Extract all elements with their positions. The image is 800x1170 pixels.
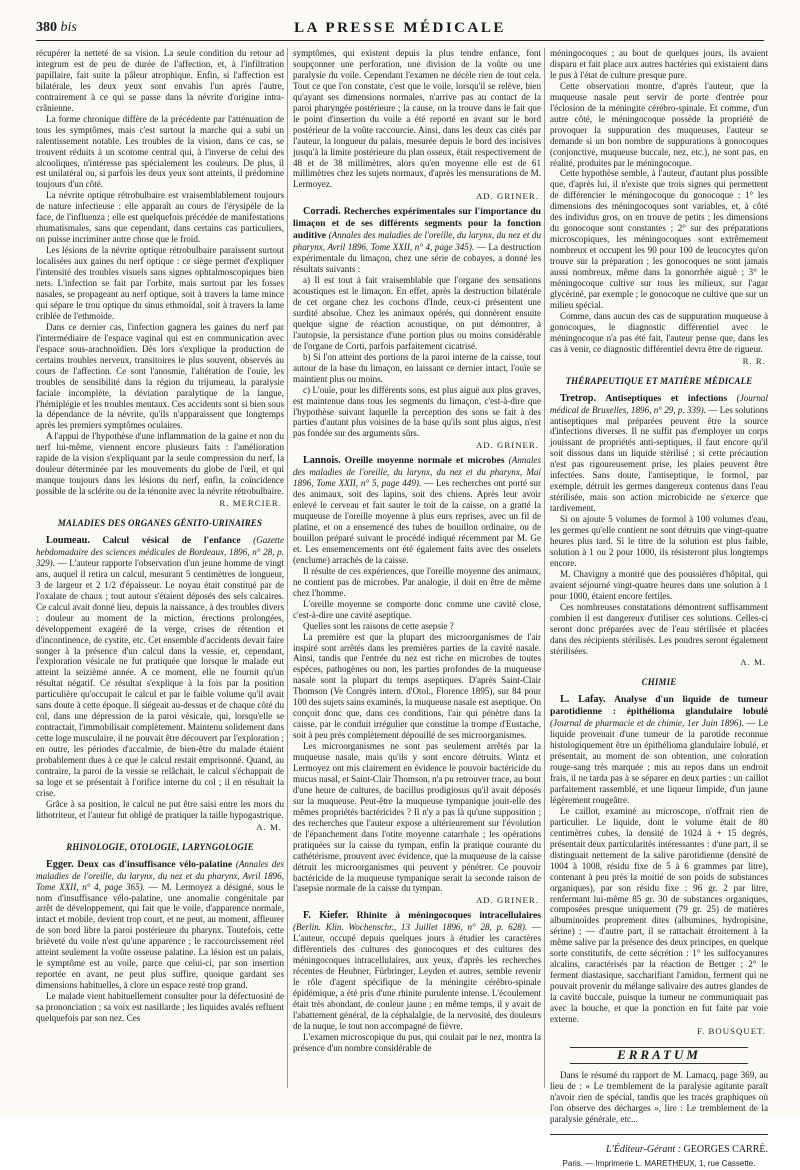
paragraph: Cette observation montre, d'après l'auteur, que la muqueuse nasale peut servir de porte d'entrée pour l'éclosion de la méningite cérébro-spinale. Et comme, d'un autre côté, le méningocoque possède la propriété de provoquer la suppuration des muqueuses, l'auteur se demande si un bon nombre de suppurations à gonocoques (conjonctive, muqueuse buccale, nez, etc.), ne sont pas, en réalité, produites par le méningocoque. xyxy=(550,80,768,168)
paragraph: Quelles sont les raisons de cette asepsie ? xyxy=(303,620,454,631)
paragraph: Le malade vient habituellement consulter pour la défectuosité de sa prononciation ; sa voix est nasillarde ; les liquides avalés refluent quelquefois par son nez. Ces xyxy=(36,991,284,1024)
article-author: Lannois. xyxy=(303,455,341,467)
section-heading: THÉRAPEUTIQUE ET MATIÈRE MÉDICALE xyxy=(565,375,753,386)
paragraph: Il résulte de ces expériences, que l'oreille moyenne des animaux, ne contient pas de microbes. Par analogie, il doit en être de même chez l'homme. xyxy=(293,565,541,598)
article-title: Recherches expérimentales sur l'importance du limaçon et de ses différents segments pour la fonction auditive xyxy=(293,206,541,242)
article xyxy=(550,393,768,514)
article xyxy=(293,206,541,275)
page-number: 380 bis xyxy=(36,20,77,35)
signature: A. M. xyxy=(740,657,766,668)
section-heading: RHINOLOGIE, OTOLOGIE, LARYNGOLOGIE xyxy=(66,841,254,852)
article-title: Calcul vésical de l'enfance xyxy=(102,534,241,546)
column-divider xyxy=(287,48,288,1088)
journal-title: LA PRESSE MÉDICALE xyxy=(294,20,506,36)
paragraph: La forme chronique diffère de la précédente par l'atténuation de tous les symptômes, mais c'est surtout la marche qui a subi un ralentissement notable. Les troubles de la vision, dans ce cas, se trouvent réduits à un scotome central qui, à l'inverse de celui des alcooliques, n'intéresse pas spécialement les couleurs. De plus, il est unilatéral ou, si parfois les deux yeux sont atteints, il prédomine toujours d'un côté. xyxy=(36,113,284,190)
column-1 xyxy=(36,48,284,1108)
article-title: Antiseptiques et infections xyxy=(605,392,728,404)
article-reference: (Annales des maladies de l'oreille, du larynx, du nez et du pharynx, Avril 1896. Tome XXII, n° 4, page 345). xyxy=(293,230,541,253)
paragraph: méningocoques ; au bout de quelques jours, ils avaient disparu et fait place aux autres bactéries qui existaient dans le pus à l'état de culture presque pure. xyxy=(550,48,768,80)
article-title: Analyse d'un liquide de tumeur parotidienne : épithélioma glandulaire lobulé xyxy=(550,694,768,718)
article-title: Rhinite à méningocoques intracellulaires xyxy=(356,910,541,922)
publisher-credit: L'Éditeur-Gérant : GEORGES CARRÉ. xyxy=(606,1143,768,1155)
article-text: — Les solutions antiseptiques mal préparées peuvent être la source d'infections diverses. Il ne suffit pas d'employer un corps jouissant de propriétés anti-septiques, il faut encore qu'il soit dissous dans un liquide stérilisé ; si cette précaution n'est pas rigoureusement prise, les plaies peuvent être infectées. Sans doute, l'antiseptique, le formol, par exemple, détruit les germes dangereux contenus dans l'eau stérilisée, mais son action microbicide ne s'exerce que tardivement. xyxy=(550,404,768,514)
article-reference: (Journal de pharmacie et de chimie, 1er Juin 1896). xyxy=(550,718,744,729)
article-text: — L'auteur rapporte l'observation d'un jeune homme de vingt ans, auquel il retira un calcul, mesurant 5 centimètres de longueur, 3 de largeur et 2 1/2 d'épaisseur. Le noyau était constitué par de l'oxalate de chaux ; tout autour s'étaient déposés des sels calcaires. Ce calcul avait donné lieu, depuis la naissance, à des troubles divers : douleur au moment de la miction, érections prolongées, développement exagéré de la verge, crises de rétention et d'incontinence, de cystite, etc. Cet ensemble d'accidents devait faire songer à la présence d'un calcul dans la vessie, et, cependant, l'exploration vésicale ne fut pratiquée que lorsque le malade eut atteint la seizième année. A ce moment, elle ne fournit qu'un résultat négatif. Ce résultat s'explique à la fois par la position particulière qu'occupait le calcul et par le faible volume qu'il avait sans doute à cette époque. Il siégeait au-dessus et de chaque côté du col, dans une dépression de la paroi vésicale, qui, lorsqu'elle se contractait, l'immobilisait complètement. Maintenu solidement dans cette loge musculaire, il ne pouvait être découvert par l'exploration ; en outre, les périodes d'accalmie, de bien-être du malade étaient probablement dues à ce que le calcul restait emprisonné. Quand, au contraire, la paroi de la vessie se relâchait, le calcul s'échappait de sa loge et se présentait à l'orifice interne du col ; il en résultait la crise. xyxy=(36,557,284,798)
article-text: — M. Lermoyez a désigné, sous le nom d'insuffisance vélo-palatine, une anomalie congénitale par arrêt de développement, qui fait que le voile, d'apparence normale, intact et mobile, devient trop court, et ne peut, au moment, affleurer de son bord libre la paroi postérieure du pharynx. Toutefois, cette brièveté du voile n'est qu'une apparence ; le raccourcissement réel atteint seulement la voûte osseuse palatine. La lésion est un palais, le symptôme est au voile, parce que celui-ci, par son insertion reportée en avant, ne peut plus suffire, quoique gardant ses dimensions habituelles, à clore un espace resté trop grand. xyxy=(36,881,284,991)
page-header xyxy=(36,18,764,41)
divider xyxy=(550,1134,768,1135)
article-title: Oreille moyenne normale et microbes xyxy=(344,455,505,467)
paragraph: Cette hypothèse semble, à l'auteur, d'autant plus possible que, d'après lui, il n'existe que trois signes qui permettent de différencier le méningocoque du gonocoque : 1° les dimensions des méningocoques sont variables, et, à côté des individus gros, on en trouve de petits ; les dimensions du gonocoque sont constantes ; 2° sur des préparations microscopiques, les méningocoques sont extrêmement nombreux et occupent les 90 pour 100 de leucocytes qu'on trouve sur la préparation ; les gonocoques ne sont jamais aussi nombreux, même dans la gonorrhée aiguë ; 3° le méningocoque cultive sur tous les milieux, sur l'agar glycériné, par exemple ; le gonocoque ne cultive que sur un milieu spécial. xyxy=(550,168,768,310)
paragraph: Comme, dans aucun des cas de suppuration muqueuse à gonocoques, le diagnostic différentiel avec le méningocoque n'a pas été fait, l'auteur pense que, dans les cas à venir, ce diagnostic différentiel devra être de rigueur. xyxy=(550,310,768,354)
signature: AD. GRINER. xyxy=(475,191,539,202)
article-text: — Les recherches ont porté sur des animaux, soit des lapins, soit des chiens. Après leur avoir enlevé le cerveau et fait sauter le toit de la caisse, on a gratté la muqueuse de l'oreille moyenne à plus eurs reprises, avec un fil de platine, et on a ensemencé des tubes de bouillon ordinaire, ou de bouillon préparé suivant le procédé indiqué récemment par M. Ge et. Les ensemencements ont été également faits avec des osselets (enclume) arrachés de la caisse. xyxy=(293,478,541,565)
paragraph: La névrite optique rétrobulbaire est vraisemblablement toujours de nature infectieuse : elle apparaît au cours de l'érysipèle de la face, de l'influenza ; elle est quelquefois précédée de manifestations rhumatismales, sans que cependant, dans certains cas particuliers, on puisse incriminer autre chose que le froid. xyxy=(36,190,284,245)
paragraph: b) Si l'on atteint des portions de la paroi interne de la caisse, tout autour de la base du limaçon, en laissant ce dernier intact, l'ouïe se maintient plus ou moins. xyxy=(293,351,541,384)
article xyxy=(36,859,284,991)
signature: AD. GRINER. xyxy=(475,440,539,451)
paragraph: a) Il est tout à fait vraisemblable que l'organe des sensations acoustiques est le limaçon. En effet, après la destruction bilatérale de cet organe chez les cochons d'Inde, ceux-ci présentent une surdité absolue. Chez les animaux opérés, qui donnèrent ensuite quelque signe de réaction acoustique, on put démontrer, à l'autopsie, la persistance d'une portion plus ou moins considérable de l'organe de Corti, parfois parfaitement cicatrisé. xyxy=(293,275,541,351)
article-author: Egger. xyxy=(46,858,74,870)
article-text: — L'auteur, occupé depuis quelques jours à étudier les caractères différentiels des cultures des gonocoques et des cultures des méningocoques intracellulaires, aux yeux, d'après les recherches récentes de Heubner, Fürbringer, Leyden et autres, semble revenir le rôle d'agent spécifique de la méningite cérébro-spinale épidémique, a été pris d'une rhinite purulente intense. L'écoulement était très abondant, de couleur jaune ; en même temps, il y avait de l'abattement général, de la céphalalgie, de la nervosité, des douleurs de la nuque, le tout non accompagné de fièvre. xyxy=(293,922,541,1031)
article-author: Tretrop. xyxy=(560,392,596,404)
erratum-text: Dans le résumé du rapport de M. Lamacq, page 369, au lieu de : « Le tremblement de la paralysie agitante paraît n'avoir rien de spécial, tandis que les tracés graphiques où l'on observe des décharges », lire : Le tremblement de la paralysie générale, etc... xyxy=(550,1069,768,1124)
column-3 xyxy=(550,48,768,1168)
paragraph: Les lésions de la névrite optique rétrobulbaire paraissent surtout localisées aux gaines du nerf optique : ce siège permet d'expliquer l'intensité des troubles visuels sans signes ophtalmoscopiques bien nets. L'infection se fait par l'orbite, mais surtout par les fosses nasales, se propageant au nerf optique, soit à travers la lame mince qui sépare le trou optique du sinus ethmoïdal, soit à travers la lame criblée de l'ethmoïde. xyxy=(36,245,284,321)
article-text: — Le liquide provenait d'une tumeur de la parotide reconnue histologiquement être un épithélioma glandulaire lobulé, et présentait, au moment de son obtention, une coloration rouge-sang très marquée ; mis au repos dans un endroit frais, il ne tarda pas à se séparer en deux parties : un caillot parfaitement rassemblé, et une liqueur limpide, d'un jaune légèrement rougeâtre. xyxy=(550,718,768,805)
printer-imprint: Paris. — Imprimerie L. MARETHEUX, 1, rue Cassette. xyxy=(562,1158,756,1168)
article xyxy=(293,910,541,1031)
paragraph: Ces nombreuses constatations démontrent suffisamment combien il est dangereux d'utiliser ces solutions. Celles-ci seront donc préparées avec de l'eau stérilisée et placées dans des récipients stérilisés. Les poudres seront également stérilisées. xyxy=(550,601,768,656)
paragraph: La première est que la plupart des microorganismes de l'air inspiré sont arrêtés dans les premières parties de la cavité nasale. Ainsi, tandis que l'entrée du nez est riche en microbes de toutes espèces, pathogènes ou non, les parties profondes de la muqueuse nasale sont la plupart du temps aseptiques. D'après Saint-Clair Thomson (Ve Congrès intern. d'Otol., Florence 1895), sur 84 pour 100 des sujets sains examinés, la muqueuse nasale est aseptique. On conçoit donc que, dans ces conditions, l'air qui pénètre dans la caisse, par le conduit irrégulier que constitue la trompe d'Eustache, soit à peu près complètement dépouillé de ses microorganismes. xyxy=(293,631,542,741)
article-author: F. Kiefer. xyxy=(303,910,349,922)
paragraph: Si on ajoute 5 volumes de formol à 100 volumes d'eau, les germes qu'elle contient ne sont détruits que vingt-quatre heures plus tard. Si le titre de la solution est plus faible, solution à 1 ou 2 pour 1000, ils résisteront plus longtemps encore. xyxy=(550,514,768,568)
paragraph: symptômes, qui existent depuis la plus tendre enfance, font soupçonner une perforation, une division de la voûte ou une paralysie du voile. Cependant l'examen ne décèle rien de tout cela. Tout ce que l'on constate, c'est que le voile, lorsqu'il se relève, bien qu'ayant ses dimensions normales, n'arrive pas au contact de la paroi pharyngée postérieure ; la cause, on la trouve dans le fait que le point d'insertion du voile a été reporté en avant sur le bord postérieur de la voûte raccourcie. Ainsi, dans les deux cas cités par l'auteur, la longueur du palais, mesurée depuis le bord des incisives jusqu'à la limite postérieure du plan osseux, était respectivement de 48 et de 38 millimètres, alors qu'en moyenne elle est de 61 millimètres chez les sujets normaux, d'après les mensurations de M. Lermoyez. xyxy=(293,48,541,190)
paragraph: A l'appui de l'hypothèse d'une inflammation de la gaine et non du nerf lui-même, viennent encore plusieurs faits : l'amélioration rapide de la vision s'expliquant par la seule compression du nerf, la douleur déterminée par les mouvements du globe de l'œil, et qui manque toujours dans les lésions du nerf, enfin, la coïncidence possible de la sclérite ou de la ténonite avec la névrite rétrobulbaire. xyxy=(36,431,284,497)
article xyxy=(550,694,768,806)
paragraph: c) L'ouïe, pour les différents sons, est plus aiguë aux plus graves, est maintenue dans tous les segments du limaçon, c'est-à-dire que l'hypothèse suivant laquelle la perception des sons se fait à des parties d'autant plus voisines de la base qu'ils sont plus aigus, n'est pas fondée sur des arguments sûrs. xyxy=(293,384,541,439)
paragraph: M. Chavigny a montré que des poussières d'hôpital, qui avaient séjourné vingt-quatre heures dans une solution à 1 pour 1000, étaient encore fertiles. xyxy=(550,568,768,601)
article-author: Corradi. xyxy=(303,206,341,218)
column-divider xyxy=(544,48,545,1088)
erratum-heading: ERRATUM xyxy=(570,1047,748,1064)
paragraph: Le caillot, examiné au microscope, n'offrait rien de particulier. Le liquide, dont le volume était de 80 centimètres cubes, la densité de 1024 à + 15 degrés, présentait deux particularités intéressantes : d'une part, il se distinguait nettement de la salive parotidienne (densité de 1004 à 1008, résidu fixe de 5 à 6 grammes par litre), contenant à peu près la moitié de son poids de substances organiques), par son résidu fixe : 96 gr. 2 par litre, renfermant lui-même 85 gr. 30 de substances organiques, composées presque uniquement (79 gr. 25) de matières albuminoïdes proprement dites (albumines, hydropisine, sérine) ; — d'autre part, il se rattachait étroitement à la même salive par la présence des deux principes, en quelque sorte constitutifs, de cette sécrétion : 1° les sulfocyanures alcalins, caractérisés par la réaction de Bettger ; 2° le ferment diastasique, saccharifiant l'amidon, ferment qui ne pouvait provenir du mélange salivaire des autres glandes de la cavité buccale, puisque la tumeur ne communiquait pas avec la bouche, et que la ponction en fut faite par voie externe. xyxy=(550,805,768,1025)
article-reference: (Berlin. Klin. Wochenschr., 13 Juillet 1896, n° 28, p. 628). xyxy=(293,922,528,933)
signature: F. BOUSQUET. xyxy=(696,1025,766,1036)
article-author: L. Lafay. xyxy=(560,694,606,706)
article-author: Loumeau. xyxy=(46,534,90,546)
paragraph: Les microorganismes ne sont pas seulement arrêtés par la muqueuse nasale, mais qu'ils y sont encore détruits. Wintz et Lermoyez ont mis clairement en évidence le pouvoir bactéricide du mucus nasal, et Saint-Clair Thomson, n'a pu retrouver trace, au bout d'une heure de cultures, de bacillus prodigiosus qu'il avait déposés sur la muqueuse. Peut-être la muqueuse tympanique jouit-elle des mêmes propriétés bactéricides ? Il n'y a pas là qu'une supposition ; des recherches que l'auteur expose a ultérieurement sur l'évolution de l'épanchement dans l'otite moyenne catarrhale ; les opérations pratiquées sur la caisse du tympan, enfin la pratique courante du cathétérisme, prouvent avec évidence, que la muqueuse de la caisse détruit les microorganismes qui peuvent y pénétrer. Ce pouvoir bactéricide de la muqueuse tympanique serait la seconde raison de l'asepsie normale de la caisse du tympan. xyxy=(293,741,541,894)
section-heading: MALADIES DES ORGANES GÉNITO-URINAIRES xyxy=(57,518,263,529)
article-reference: (Annales des maladies de l'oreille, du larynx, du nez et du pharynx, Avril 1896, Tome XXII, n° 4, page 365). xyxy=(36,858,284,892)
signature: A. M. xyxy=(256,821,282,832)
signature: R. R. xyxy=(742,355,766,366)
paragraph: Grâce à sa position, le calcul ne put être saisi entre les mors du lithotriteur, et l'auteur fut obligé de pratiquer la taille hypogastrique. xyxy=(36,798,284,820)
signature: AD. GRINER. xyxy=(475,895,539,906)
section-heading: CHIMIE xyxy=(641,677,677,688)
article-title: Deux cas d'insuffisance vélo-palatine xyxy=(77,858,233,870)
article-reference: (Annales des maladies de l'oreille, du larynx, du nez et du pharynx, Mai 1896, Tome XXII, n° 5, page 449). xyxy=(293,455,541,489)
article xyxy=(36,535,284,799)
article-reference: (Journal médical de Bruxelles, 1896, n° 29, p. 339). xyxy=(550,392,768,415)
article-reference: (Gazette hebdomadaire des sciences médicales de Bordeaux, 1896, n° 28, p. 329). xyxy=(36,534,284,568)
article-text: — La destruction expérimentale du limaçon, chez une série de cobayes, a donné les résultats suivants : xyxy=(293,242,541,275)
paragraph: L'examen microscopique du pus, qui coulait par le nez, montra la présence d'un nombre considérable de xyxy=(293,1031,541,1053)
paragraph: L'oreille moyenne se comporte donc comme une cavité close, c'est-à-dire une cavité aseptique. xyxy=(293,598,541,620)
column-2 xyxy=(293,48,541,1108)
paragraph: Dans ce dernier cas, l'infection gagnera les gaines du nerf par l'intermédiaire de l'espace vaginal qui est en communication avec l'espace sous-arachnoïdien. Dès lors s'explique la production de certains troubles nerveux, transitoires le plus souvent, observés au cours de l'affection. Ce sont l'anosmie, l'altération de l'ouïe, les troubles de sensibilité dans la région du trijumeau, la paralysie faciale incomplète, la déviation paralytique de la langue, l'hémiplégie et les troubles mentaux. Ces accidents sont si bien sous la dépendance de la névrite, qu'ils n'apparaissent que longtemps après les premiers symptômes oculaires. xyxy=(36,321,284,431)
article xyxy=(293,455,541,566)
signature: R. MERCIER. xyxy=(219,498,282,509)
paragraph: récupérer la netteté de sa vision. La seule condition du retour ad integrum est de peu de durée de l'affection, et, à l'infiltration papillaire, fait suite la pâleur atrophique. Enfin, si l'affection est bilatérale, les deux yeux sont envahis l'un après l'autre, contrairement à ce qui se passe dans la névrite d'origine intra-crânienne. xyxy=(36,48,284,113)
